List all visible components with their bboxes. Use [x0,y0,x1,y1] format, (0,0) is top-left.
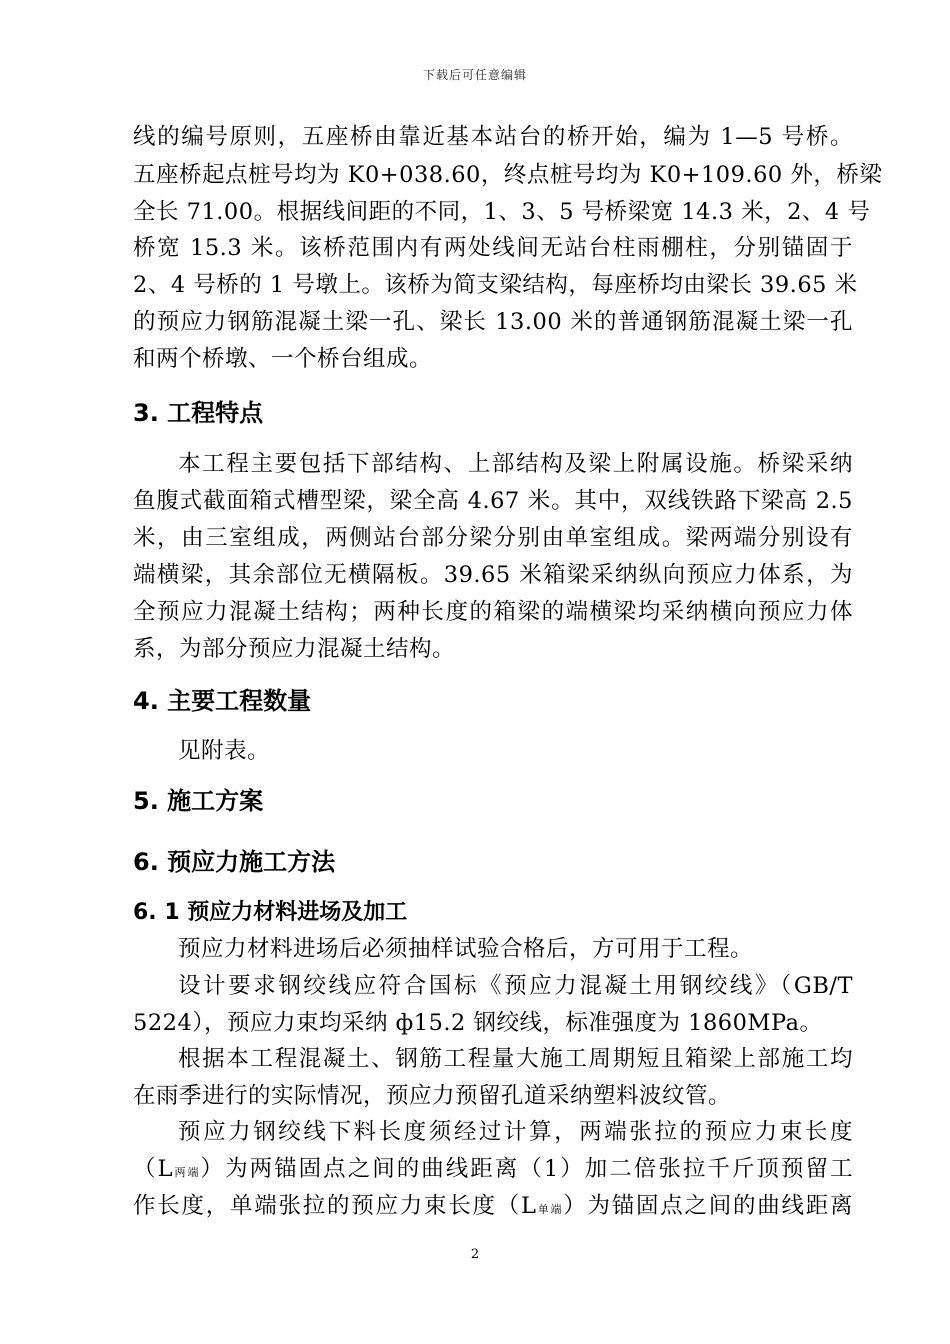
page-header: 下载后可任意编辑 [422,68,527,82]
text-line: 鱼腹式截面箱式槽型梁，梁全高 4.67 米。其中，双线铁路下梁高 2.5 [133,488,853,514]
text-line: 五座桥起点桩号均为 K0+038.60，终点桩号均为 K0+109.60 外，桥梁 [133,162,883,188]
text-line: 根据本工程混凝土、钢筋工程量大施工周期短且箱梁上部施工均 [178,1046,853,1072]
text-line: 桥宽 15.3 米。该桥范围内有两处线间无站台柱雨棚柱，分别锚固于 [133,235,853,261]
text-line: 米，由三室组成，两侧站台部分梁分别由单室组成。梁两端分别设有 [133,525,853,551]
text-line [133,1154,853,1188]
text-line [133,1191,853,1225]
text-line: 设计要求钢绞线应符合国标《预应力混凝土用钢绞线》（GB/T [178,973,853,999]
text-line: 全长 71.00。根据线间距的不同，1、3、5 号桥梁宽 14.3 米，2、4 号 [133,199,871,225]
section-heading: 5. 施工方案 [133,787,264,815]
text-line: 2、4 号桥的 1 号墩上。该桥为简支梁结构，每座桥均由梁长 39.65 米 [133,272,858,298]
text-line: 本工程主要包括下部结构、上部结构及梁上附属设施。桥梁采纳 [178,451,853,477]
page-number: 2 [470,1247,480,1262]
text-line: 线的编号原则，五座桥由靠近基本站台的桥开始，编为 1—5 号桥。 [133,124,853,150]
text-line: 5224），预应力束均采纳 ф15.2 钢绞线，标准强度为 1860MPa。 [133,1010,823,1036]
subscript: 两端 [172,1166,201,1179]
text-line: 端横梁，其余部位无横隔板。39.65 米箱梁采纳纵向预应力体系，为 [133,562,853,588]
text-line: 系，为部分预应力混凝土结构。 [133,636,456,662]
text-line: 和两个桥墩、一个桥台组成。 [133,346,433,372]
text-line: 预应力材料进场后必须抽样试验合格后，方可用于工程。 [178,936,754,962]
section-heading: 6. 预应力施工方法 [133,848,336,876]
text-line: 在雨季进行的实际情况，预应力预留孔道采纳塑料波纹管。 [133,1083,732,1109]
text-line: 的预应力钢筋混凝土梁一孔、梁长 13.00 米的普通钢筋混凝土梁一孔 [133,309,853,335]
section-heading: 3. 工程特点 [133,399,264,427]
subsection-heading: 6. 1 预应力材料进场及加工 [133,900,408,925]
text-fragment: 作长度，单端张拉的预应力束长度（L [133,1193,537,1219]
text-line: 预应力钢绞线下料长度须经过计算，两端张拉的预应力束长度 [178,1119,853,1145]
section-heading: 4. 主要工程数量 [133,687,312,715]
text-fragment: （L [133,1156,173,1182]
text-fragment: ）为锚固点之间的曲线距离 [563,1193,853,1219]
text-fragment: ）为两锚固点之间的曲线距离（1）加二倍张拉千斤顶预留工 [200,1156,853,1182]
text-line: 全预应力混凝土结构；两种长度的箱梁的端横梁均采纳横向预应力体 [133,599,853,625]
text-line: 见附表。 [178,738,271,764]
subscript: 单端 [536,1203,564,1216]
